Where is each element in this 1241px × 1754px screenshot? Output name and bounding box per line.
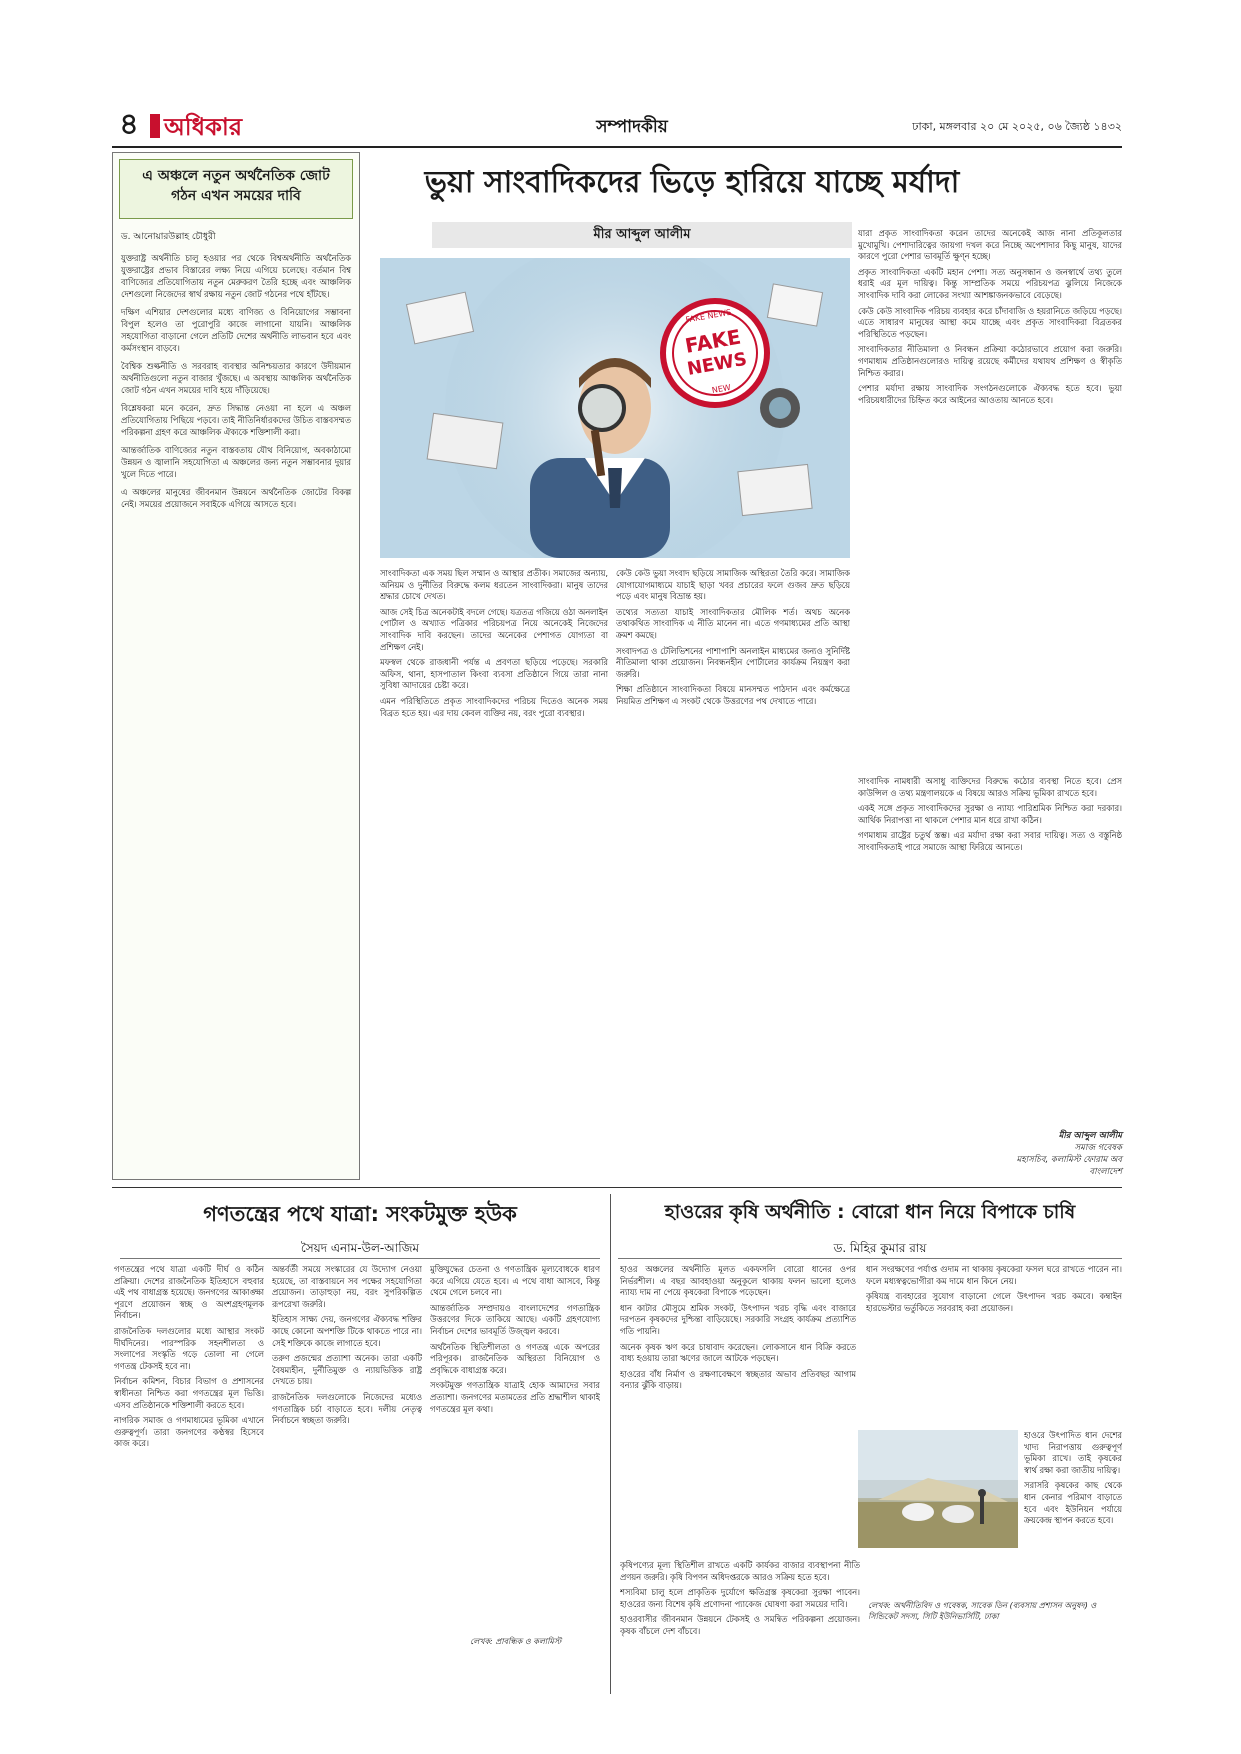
- paragraph: ইতিহাস সাক্ষ্য দেয়, জনগণের ঐক্যবদ্ধ শক্তির কাছে কোনো অপশক্তি টিকে থাকতে পারে না। সেই শক্তিকে কাজে লাগাতে হবে।: [272, 1314, 422, 1348]
- paragraph: তথ্যের সত্যতা যাচাই সাংবাদিকতার মৌলিক শর্ত। অথচ অনেক তথাকথিত সাংবাদিক এ নীতি মানেন না। এতে গণমাধ্যমের প্রতি আস্থা ক্রমশ কমছে।: [616, 606, 850, 640]
- fake-news-illustration: [380, 258, 850, 558]
- bottom-left-headline: গণতন্ত্রের পথে যাত্রা: সংকটমুক্ত হউক: [203, 1202, 517, 1226]
- paragraph: তরুণ প্রজন্মের প্রত্যাশা অনেক। তারা একটি বৈষম্যহীন, দুর্নীতিমুক্ত ও ন্যায়ভিত্তিক রাষ্ট্র দেখতে চায়।: [272, 1353, 422, 1387]
- bottom-left-byline: সৈয়দ এনাম-উল-আজিম: [300, 1241, 420, 1255]
- paragraph: রাজনৈতিক দলগুলোকে নিজেদের মধ্যেও গণতান্ত্রিক চর্চা বাড়াতে হবে। দলীয় নেতৃত্ব নির্বাচনে স্বচ্ছতা জরুরি।: [272, 1391, 422, 1426]
- paragraph: হাওরবাসীর জীবনমান উন্নয়নে টেকসই ও সমন্বিত পরিকল্পনা প্রয়োজন। কৃষক বাঁচলে দেশ বাঁচবে।: [620, 1614, 860, 1636]
- paragraph: নাগরিক সমাজ ও গণমাধ্যমের ভূমিকা এখানে গুরুত্বপূর্ণ। তারা জনগণের কণ্ঠস্বর হিসেবে কাজ করে।: [114, 1415, 264, 1449]
- paragraph: আজ সেই চিত্র অনেকটাই বদলে গেছে। যত্রতত্র গজিয়ে ওঠা অনলাইন পোর্টাল ও অখ্যাত পত্রিকার পরিচয়পত্র নিয়ে অনেকেই নিজেদের সাংবাদিক দাবি করছেন। তাদের অনেকের পেশাগত যোগ্যতা বা প্রশিক্ষণ নেই।: [380, 606, 608, 652]
- section-title: সম্পাদকীয়: [596, 117, 668, 137]
- paragraph: আন্তর্জাতিক সম্প্রদায়ও বাংলাদেশের গণতান্ত্রিক উত্তরণের দিকে তাকিয়ে আছে। একটি গ্রহণযোগ্য নির্বাচন দেশের ভাবমূর্তি উজ্জ্বল করবে।: [430, 1302, 600, 1336]
- byline-rule: [618, 1258, 1122, 1259]
- paragraph: যুক্তরাষ্ট্র অর্থনীতি চালু হওয়ার পর থেকে বিশ্বঅর্থনীতি অর্থনৈতিক যুক্তরাষ্ট্রের প্রভাব বিস্তারের লক্ষ্য নিয়ে এগিয়ে চলেছে। বর্তমান বিশ্ব বাণিজ্যের প্রতিযোগিতায় নতুন মেরুকরণ তৈরি হচ্ছে এবং আঞ্চলিক দেশগুলো নিজেদের স্বার্থ রক্ষায় নতুন জোট গঠনের পথে হাঁটছে।: [121, 253, 351, 299]
- svg-text:FAKE: FAKE: [683, 324, 743, 358]
- paragraph: শস্যবিমা চালু হলে প্রাকৃতিক দুর্যোগে ক্ষতিগ্রস্ত কৃষকেরা সুরক্ষা পাবেন। হাওরের জন্য বিশেষ কৃষি প্রণোদনা প্যাকেজ ঘোষণা করা সময়ের দাবি।: [620, 1587, 860, 1609]
- svg-text:NEW: NEW: [711, 382, 732, 396]
- haor-paddy-photo: [858, 1430, 1018, 1548]
- opinion-column: [112, 152, 360, 1180]
- bottom-right-footnote: লেখক: অর্থনীতিবিদ ও গবেষক, সাবেক ডিন (ব্যবসায় প্রশাসন অনুষদ) ও সিন্ডিকেট সদস্য, সিটি ইউনিভার্সিটি, ঢাকা: [868, 1601, 1097, 1621]
- bottom-left-column-1: [114, 1264, 264, 1694]
- main-article-column-1: [380, 568, 608, 1178]
- bottom-left-footnote: লেখক: প্রাবন্ধিক ও কলামিস্ট: [470, 1637, 562, 1646]
- paragraph: এমন পরিস্থিতিতে প্রকৃত সাংবাদিকদের পরিচয় দিতেও অনেক সময় বিব্রত হতে হয়। এর দায় কেবল ব্যক্তির নয়, বরং পুরো ব্যবস্থার।: [380, 695, 608, 718]
- paragraph: প্রকৃত সাংবাদিকতা একটি মহান পেশা। সত্য অনুসন্ধান ও জনস্বার্থে তথ্য তুলে ধরাই এর মূল দায়িত্ব। কিন্তু সাম্প্রতিক সময়ে পরিচয়পত্র ঝুলিয়ে নিজেকে সাংবাদিক দাবি করা লোকের সংখ্যা আশঙ্কাজনকভাবে বেড়েছে।: [858, 266, 1122, 300]
- main-article-column-2: [616, 568, 850, 1178]
- paragraph: কৃষিযন্ত্র ব্যবহারের সুযোগ বাড়ানো গেলে উৎপাদন খরচ কমবে। কম্বাইন হারভেস্টার ভর্তুকিতে সরবরাহ করা প্রয়োজন।: [866, 1291, 1122, 1313]
- paragraph: সংবাদপত্র ও টেলিভিশনের পাশাপাশি অনলাইন মাধ্যমের জন্যও সুনির্দিষ্ট নীতিমালা থাকা প্রয়োজন। নিবন্ধনহীন পোর্টালের কার্যক্রম নিয়ন্ত্রণ করা জরুরি।: [616, 645, 850, 679]
- section-divider: [112, 1187, 1122, 1188]
- paragraph: মফস্বল থেকে রাজধানী পর্যন্ত এ প্রবণতা ছড়িয়ে পড়েছে। সরকারি অফিস, থানা, হাসপাতাল কিংবা ব্যবসা প্রতিষ্ঠানে গিয়ে তারা নানা সুবিধা আদায়ের চেষ্টা করে।: [380, 657, 608, 691]
- paragraph: গণতন্ত্রের পথে যাত্রা একটি দীর্ঘ ও কঠিন প্রক্রিয়া। দেশের রাজনৈতিক ইতিহাসে বহুবার এই পথ বাধাগ্রস্ত হয়েছে। জনগণের আকাঙ্ক্ষা পূরণে প্রয়োজন স্বচ্ছ ও অংশগ্রহণমূলক নির্বাচন।: [114, 1264, 264, 1321]
- dateline: ঢাকা, মঙ্গলবার ২০ মে ২০২৫, ০৬ জ্যৈষ্ঠ ১৪৩২: [912, 120, 1122, 133]
- paragraph: একই সঙ্গে প্রকৃত সাংবাদিকদের সুরক্ষা ও ন্যায্য পারিশ্রমিক নিশ্চিত করা দরকার। আর্থিক নিরাপত্তা না থাকলে পেশার মান ধরে রাখা কঠিন।: [858, 803, 1122, 825]
- column-divider: [610, 1194, 611, 1694]
- svg-text:অধিকার: অধিকার: [164, 113, 243, 141]
- paragraph: এ অঞ্চলের মানুষের জীবনমান উন্নয়নে অর্থনৈতিক জোটের বিকল্প নেই। সময়ের প্রয়োজনে সবাইকে এগিয়ে আসতে হবে।: [121, 487, 351, 509]
- paragraph: সরাসরি কৃষকের কাছ থেকে ধান কেনার পরিমাণ বাড়াতে হবে এবং ইউনিয়ন পর্যায়ে ক্রয়কেন্দ্র স্থাপন করতে হবে।: [1024, 1480, 1122, 1526]
- paragraph: হাওর অঞ্চলের অর্থনীতি মূলত একফসলি বোরো ধানের ওপর নির্ভরশীল। এ বছর আবহাওয়া অনুকূলে থাকায় ফলন ভালো হলেও ন্যায্য দাম না পেয়ে কৃষকেরা বিপাকে পড়েছেন।: [620, 1264, 856, 1298]
- paragraph: কেউ কেউ ভুয়া সংবাদ ছড়িয়ে সামাজিক অস্থিরতা তৈরি করে। সামাজিক যোগাযোগমাধ্যমে যাচাই ছাড়া খবর প্রচারের ফলে গুজব দ্রুত ছড়িয়ে পড়ে এবং মানুষ বিভ্রান্ত হয়।: [616, 568, 850, 602]
- page-number: ৪: [119, 107, 139, 142]
- paragraph: কৃষিপণ্যের মূল্য স্থিতিশীল রাখতে একটি কার্যকর বাজার ব্যবস্থাপনা নীতি প্রণয়ন জরুরি। কৃষি বিপণন অধিদপ্তরকে আরও সক্রিয় হতে হবে।: [620, 1560, 860, 1582]
- opinion-body: [113, 248, 359, 520]
- opinion-author: ড. আনোয়ারউল্লাহ চৌধুরী: [121, 232, 216, 242]
- bottom-right-column-4: [620, 1560, 860, 1690]
- bottom-right-byline: ড. মিহির কুমার রায়: [833, 1241, 927, 1255]
- paragraph: হাওরের বাঁধ নির্মাণ ও রক্ষণাবেক্ষণে স্বচ্ছতার অভাব প্রতিবছর আগাম বন্যার ঝুঁকি বাড়ায়।: [620, 1368, 856, 1391]
- paragraph: অর্থনৈতিক স্থিতিশীলতা ও গণতন্ত্র একে অপরের পরিপূরক। রাজনৈতিক অস্থিরতা বিনিয়োগ ও প্রবৃদ্ধিকে বাধাগ্রস্ত করে।: [430, 1341, 600, 1375]
- paragraph: যারা প্রকৃত সাংবাদিকতা করেন তাদের অনেকেই আজ নানা প্রতিকূলতার মুখোমুখি। পেশাদারিত্বের জায়গা দখল করে নিচ্ছে অপেশাদার কিছু মানুষ, যাদের কারণে পুরো পেশার ভাবমূর্তি ক্ষুণ্ন হচ্ছে।: [858, 228, 1122, 262]
- paragraph: ধান সংরক্ষণের পর্যাপ্ত গুদাম না থাকায় কৃষকেরা ফসল ঘরে রাখতে পারেন না। ফলে মধ্যস্বত্বভোগীরা কম দামে ধান কিনে নেয়।: [866, 1264, 1122, 1286]
- paragraph: অনেক কৃষক ঋণ করে চাষাবাদ করেছেন। লোকসানে ধান বিক্রি করতে বাধ্য হওয়ায় তারা ঋণের জালে আটকে পড়ছেন।: [620, 1341, 856, 1364]
- author-signoff: মীর আব্দুল আলীম সমাজ গবেষক মহাসচিব, কলামিস্ট ফোরাম অব বাংলাদেশ: [1016, 1131, 1122, 1177]
- paragraph: শিক্ষা প্রতিষ্ঠানে সাংবাদিকতা বিষয়ে মানসম্মত পাঠদান এবং কর্মক্ষেত্রে নিয়মিত প্রশিক্ষণ এ সংকট থেকে উত্তরণের পথ দেখাতে পারে।: [616, 684, 850, 706]
- paragraph: কেউ কেউ সাংবাদিক পরিচয় ব্যবহার করে চাঁদাবাজি ও হয়রানিতে জড়িয়ে পড়ছে। এতে সাধারণ মানুষের আস্থা কমে যাচ্ছে এবং প্রকৃত সাংবাদিকরা বিব্রতকর পরিস্থিতিতে পড়ছেন।: [858, 305, 1122, 339]
- main-article-right-column: [858, 228, 1122, 768]
- bottom-left-column-2: [272, 1264, 422, 1694]
- bottom-right-column-3: [1024, 1430, 1122, 1554]
- paragraph: মুক্তিযুদ্ধের চেতনা ও গণতান্ত্রিক মূল্যবোধকে ধারণ করে এগিয়ে যেতে হবে। এ পথে বাধা আসবে, কিন্তু থেমে গেলে চলবে না।: [430, 1264, 600, 1298]
- main-article-column-3: [858, 776, 1122, 1126]
- paragraph: হাওরে উৎপাদিত ধান দেশের খাদ্য নিরাপত্তায় গুরুত্বপূর্ণ ভূমিকা রাখে। তাই কৃষকের স্বার্থ রক্ষা করা জাতীয় দায়িত্ব।: [1024, 1430, 1122, 1475]
- paragraph: অন্তর্বর্তী সময়ে সংস্কারের যে উদ্যোগ নেওয়া হয়েছে, তা বাস্তবায়নে সব পক্ষের সহযোগিতা প্রয়োজন। তাড়াহুড়া নয়, বরং সুপরিকল্পিত রূপরেখা জরুরি।: [272, 1264, 422, 1309]
- paragraph: দক্ষিণ এশিয়ার দেশগুলোর মধ্যে বাণিজ্য ও বিনিয়োগের সম্ভাবনা বিপুল হলেও তা পুরোপুরি কাজে লাগানো যায়নি। আঞ্চলিক সহযোগিতা বাড়ানো গেলে প্রতিটি দেশের অর্থনীতি লাভবান হবে এবং কর্মসংস্থান বাড়বে।: [121, 307, 351, 353]
- paragraph: নির্বাচন কমিশন, বিচার বিভাগ ও প্রশাসনের স্বাধীনতা নিশ্চিত করা গণতন্ত্রের মূল ভিত্তি। এসব প্রতিষ্ঠানকে শক্তিশালী করতে হবে।: [114, 1376, 264, 1410]
- newspaper-logo: [150, 110, 300, 142]
- paragraph: গণমাধ্যম রাষ্ট্রের চতুর্থ স্তম্ভ। এর মর্যাদা রক্ষা করা সবার দায়িত্ব। সত্য ও বস্তুনিষ্ঠ সাংবাদিকতাই পারে সমাজে আস্থা ফিরিয়ে আনতে।: [858, 830, 1122, 852]
- paragraph: বিশ্লেষকরা মনে করেন, দ্রুত সিদ্ধান্ত নেওয়া না হলে এ অঞ্চল প্রতিযোগিতায় পিছিয়ে পড়বে। তাই নীতিনির্ধারকদের উচিত বাস্তবসম্মত পরিকল্পনা গ্রহণ করে আঞ্চলিক ঐক্যকে শক্তিশালী করা।: [121, 403, 351, 437]
- bottom-right-headline: হাওরের কৃষি অর্থনীতি : বোরো ধান নিয়ে বিপাকে চাষি: [664, 1201, 1076, 1223]
- svg-text:FAKE NEWS: FAKE NEWS: [684, 307, 733, 325]
- masthead-rule: [112, 146, 1122, 148]
- main-headline: ভুয়া সাংবাদিকদের ভিড়ে হারিয়ে যাচ্ছে মর্যাদা: [424, 165, 960, 200]
- byline-rule: [120, 1258, 600, 1259]
- paragraph: সাংবাদিক নামধারী অসাধু ব্যক্তিদের বিরুদ্ধে কঠোর ব্যবস্থা নিতে হবে। প্রেস কাউন্সিল ও তথ্য মন্ত্রণালয়কে এ বিষয়ে আরও সক্রিয় ভূমিকা রাখতে হবে।: [858, 776, 1122, 798]
- paragraph: ধান কাটার মৌসুমে শ্রমিক সংকট, উৎপাদন খরচ বৃদ্ধি এবং বাজারে দরপতন কৃষকদের দুশ্চিন্তা বাড়িয়েছে। সরকারি সংগ্রহ কার্যক্রম প্রত্যাশিত গতি পায়নি।: [620, 1302, 856, 1336]
- paragraph: পেশার মর্যাদা রক্ষায় সাংবাদিক সংগঠনগুলোকে ঐক্যবদ্ধ হতে হবে। ভুয়া পরিচয়ধারীদের চিহ্নিত করে আইনের আওতায় আনতে হবে।: [858, 383, 1122, 405]
- paragraph: সংকটমুক্ত গণতান্ত্রিক যাত্রাই হোক আমাদের সবার প্রত্যাশা। জনগণের মতামতের প্রতি শ্রদ্ধাশীল থাকাই গণতন্ত্রের মূল কথা।: [430, 1380, 600, 1414]
- opinion-headline: এ অঞ্চলে নতুন অর্থনৈতিক জোট গঠন এখন সময়ের দাবি: [119, 159, 353, 219]
- main-byline: মীর আব্দুল আলীম: [432, 222, 852, 248]
- paragraph: সাংবাদিকতার নীতিমালা ও নিবন্ধন প্রক্রিয়া কঠোরভাবে প্রয়োগ করা জরুরি। গণমাধ্যম প্রতিষ্ঠানগুলোরও দায়িত্ব রয়েছে কর্মীদের যথাযথ প্রশিক্ষণ ও স্বীকৃতি নিশ্চিত করার।: [858, 344, 1122, 378]
- bottom-right-column-2: [866, 1264, 1122, 1424]
- paragraph: সাংবাদিকতা এক সময় ছিল সম্মান ও আস্থার প্রতীক। সমাজের অন্যায়, অনিয়ম ও দুর্নীতির বিরুদ্ধে কলম ধরতেন সাংবাদিকরা। মানুষ তাদের শ্রদ্ধার চোখে দেখত।: [380, 568, 608, 602]
- svg-text:NEWS: NEWS: [685, 348, 749, 380]
- paragraph: বৈশ্বিক শুল্কনীতি ও সরবরাহ ব্যবস্থার অনিশ্চয়তার কারণে উদীয়মান অর্থনীতিগুলো নতুন বাজার খুঁজছে। এ অবস্থায় আঞ্চলিক অর্থনৈতিক জোট গঠন এখন সময়ের দাবি হয়ে দাঁড়িয়েছে।: [121, 361, 351, 395]
- paragraph: রাজনৈতিক দলগুলোর মধ্যে আস্থার সংকট দীর্ঘদিনের। পারস্পরিক সহনশীলতা ও সংলাপের সংস্কৃতি গড়ে তোলা না গেলে গণতন্ত্র টেকসই হবে না।: [114, 1325, 264, 1371]
- masthead: [112, 108, 1122, 144]
- paragraph: আন্তর্জাতিক বাণিজ্যের নতুন বাস্তবতায় যৌথ বিনিয়োগ, অবকাঠামো উন্নয়ন ও জ্বালানি সহযোগিতা এ অঞ্চলের জন্য নতুন সম্ভাবনার দুয়ার খুলে দিতে পারে।: [121, 445, 351, 479]
- bottom-left-column-3: [430, 1264, 600, 1632]
